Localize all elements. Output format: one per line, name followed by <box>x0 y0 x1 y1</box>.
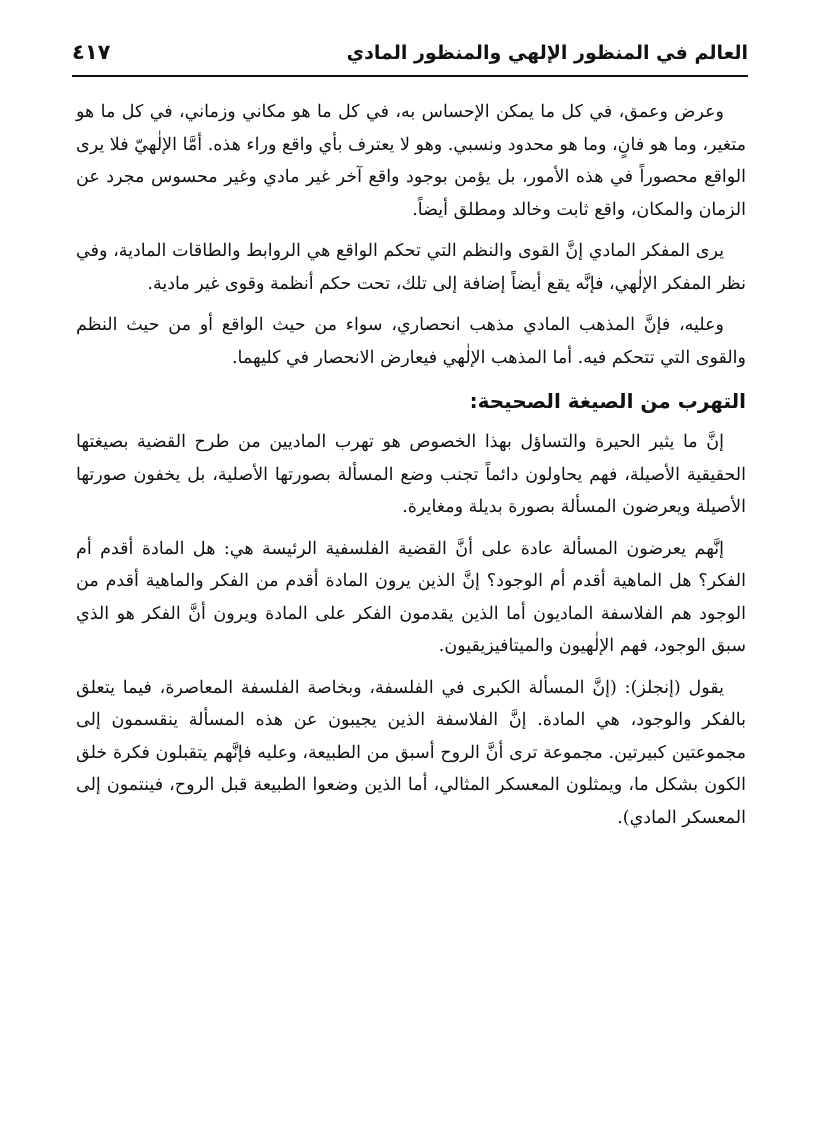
page-header <box>72 34 748 74</box>
running-title: العالم في المنظور الإلهي والمنظور المادي <box>346 42 748 64</box>
body-paragraph-3: وعليه، فإنَّ المذهب المادي مذهب انحصاري، سواء من حيث الواقع أو من حيث النظم والقوى التي تتحكم فيه. أما المذهب الإلٰهي فيعارض الانحصار في كليهما. <box>76 315 746 368</box>
page-body <box>76 96 746 843</box>
section-paragraph-3: يقول (إنجلز): (إنَّ المسألة الكبرى في الفلسفة، وبخاصة الفلسفة المعاصرة، فيما يتعلق بالفكر والوجود، هي المادة. إنَّ الفلاسفة الذين يجيبون عن هذه المسألة ينقسمون إلى مجموعتين كبيرتين. مجموعة ترى أنَّ الروح أسبق من الطبيعة، وعليه فإنَّهم يتقبلون فكرة خلق الكون بشكل ما، ويمثلون المعسكر المثالي، أما الذين وضعوا الطبيعة قبل الروح، فينتمون إلى المعسكر المادي). <box>76 677 746 828</box>
body-paragraph-2: يرى المفكر المادي إنَّ القوى والنظم التي تحكم الواقع هي الروابط والطاقات المادية، وفي نظر المفكر الإلٰهي، فإنَّه يقع أيضاً إضافة إلى تلك، تحت حكم أنظمة وقوى غير مادية. <box>76 241 746 294</box>
section-paragraph-1: إنَّ ما يثير الحيرة والتساؤل بهذا الخصوص هو تهرب الماديين من طرح القضية بصيغتها الحقيقية الأصيلة، فهم يحاولون دائماً تجنب وضع المسألة بصورتها الأصلية، بل يخفون صورتها الأصيلة ويعرضون المسألة بصورة بديلة ومغايرة. <box>76 432 746 517</box>
header-divider <box>72 75 748 77</box>
page-number: ٤١٧ <box>72 40 111 64</box>
section-heading: التهرب من الصيغة الصحيحة: <box>469 389 746 413</box>
body-paragraph-1: وعرض وعمق، في كل ما يمكن الإحساس به، في كل ما هو مكاني وزماني، في كل ما هو متغير، وما هو فانٍ، وما هو محدود ونسبي. وهو لا يعترف بأي واقع وراء هذه. أمَّا الإلٰهيّ فلا يرى الواقع محصوراً في هذه الأمور، بل يؤمن بوجود واقع آخر غير مادي وغير محسوس مجرد عن الزمان والمكان، واقع ثابت وخالد ومطلق أيضاً. <box>76 102 746 220</box>
section-paragraph-2: إنَّهم يعرضون المسألة عادة على أنَّ القضية الفلسفية الرئيسة هي: هل المادة أقدم أم الفكر؟ هل الماهية أقدم أم الوجود؟ إنَّ الذين يرون المادة أقدم من الفكر والماهية أقدم من الوجود هم الفلاسفة الماديون أما الذين يقدمون الفكر على المادة ويرون أنَّ الفكر هو الذي سبق الوجود، فهم الإلٰهيون والميتافيزيقيون. <box>76 538 746 656</box>
